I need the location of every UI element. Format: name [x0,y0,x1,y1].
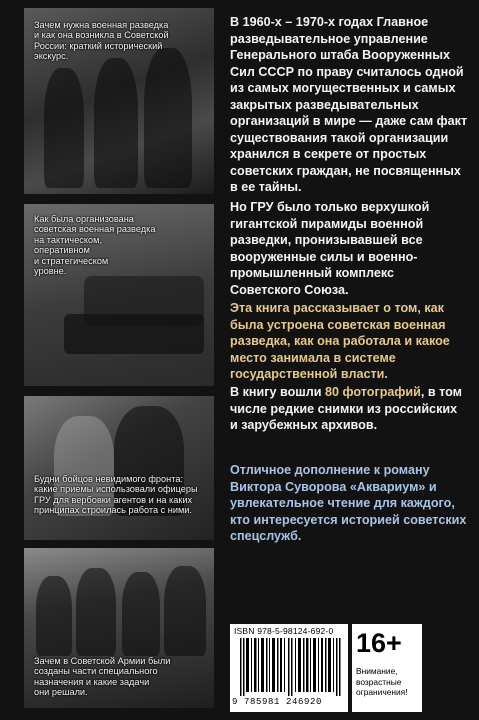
paragraph-gru: Но ГРУ было только верхушкой гигантской пирамиды военной разведки, пронизывавшей все вооруженные силы и военно-промышленный комплекс Советского Союза. [230,200,430,297]
isbn-text: ISBN 978-5-98124-692-0 [234,626,334,636]
barcode-icon [240,638,342,696]
photo-caption: Будни бойцов невидимого фронта: какие приемы использовали офицеры ГРУ для вербовки агентов и на каких принципах строилась работа с ними. [34,474,198,516]
age-warning: Внимание, возрастные ограничения! [356,666,408,697]
age-rating-box [352,624,422,712]
photo-caption: Зачем нужна военная разведка и как она возникла в Советской России: краткий исторический экскурс. [34,20,169,62]
paragraph-intro: В 1960-х – 1970-х годах Главное разведывательное управление Генерального штаба Вооруженных Сил СССР по праву считалось одной из самых могущественных и самых закрытых разведывательных организаций в мире — даже сам факт существования такой организации хранился в секрете от простых советских граждан, не посвященных в ее тайны. [230,15,468,194]
photos-rest: , в том числе редкие снимки из российских и зарубежных архивов. [230,385,462,432]
paragraph-recommendation: Отличное дополнение к роману Виктора Суворова «Аквариум» и увлекательное чтение для каждого, кто интересуется историей советских спецслужб. [230,463,467,543]
photo-armored-vehicle [24,204,214,386]
age-rating: 16+ [356,628,402,658]
barcode-digits: 9 785981 246920 [232,697,323,707]
isbn-barcode [230,624,348,712]
photo-caption: Зачем в Советской Армии были созданы части специального назначения и какие задачи они решали. [34,656,171,698]
photos-lead: В книгу вошли [230,385,326,399]
paragraph-book-about: Эта книга рассказывает о том, как была устроена советская военная разведка, как она работала и какое место занимала в системе государственной власти. [230,301,450,381]
photo-caption: Как была организована советская военная разведка на тактическом, оперативном и стратегическом уровне. [34,214,156,277]
photo-special-forces [24,548,214,708]
photo-archive-crowd [24,8,214,194]
photos-count: 80 фотографий [325,385,421,399]
photo-officers [24,396,214,540]
paragraph-photos [230,384,468,434]
